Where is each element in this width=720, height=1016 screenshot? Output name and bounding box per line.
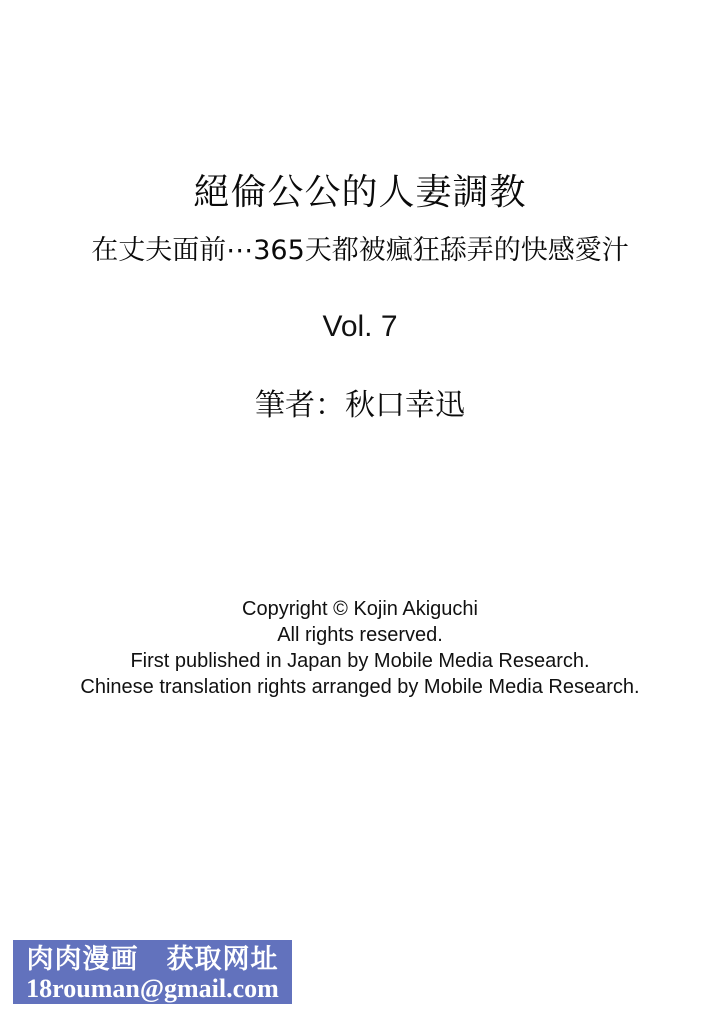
copyright-line-rights: All rights reserved. bbox=[277, 624, 443, 646]
book-subtitle: 在丈夫面前⋯365天都被瘋狂舔弄的快感愛汁 bbox=[91, 235, 629, 266]
copyright-line-translation: Chinese translation rights arranged by Mobile Media Research. bbox=[80, 676, 640, 698]
copyright-block bbox=[0, 596, 720, 700]
watermark-site-name: 肉肉漫画 获取网址 bbox=[26, 944, 279, 975]
watermark-email: 18rouman@gmail.com bbox=[26, 974, 279, 1003]
author-credit: 筆者：秋口幸迅 bbox=[255, 388, 465, 423]
copyright-line-holder: Copyright © Kojin Akiguchi bbox=[242, 598, 478, 620]
volume-number: Vol. 7 bbox=[322, 310, 398, 343]
copyright-line-publisher: First published in Japan by Mobile Media Research. bbox=[130, 650, 590, 672]
book-title: 絕倫公公的人妻調教 bbox=[193, 172, 527, 213]
watermark-banner bbox=[13, 940, 292, 1004]
